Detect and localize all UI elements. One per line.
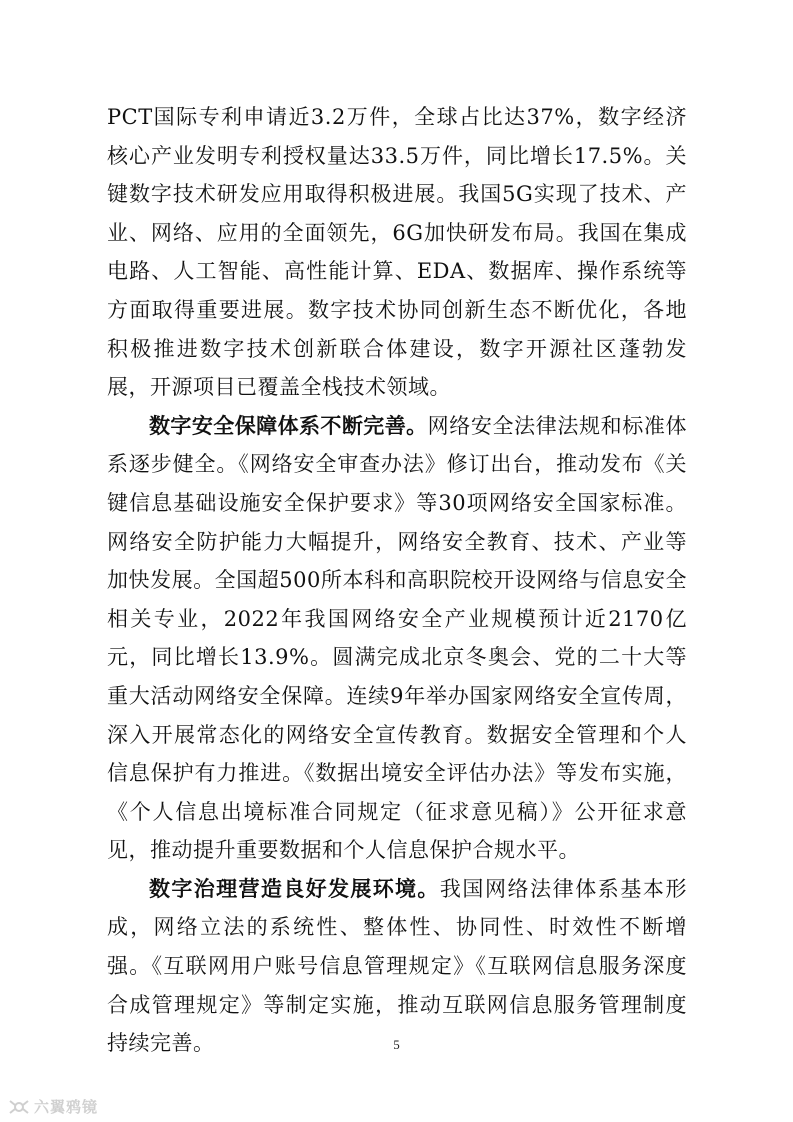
paragraph-patents-and-tech [107,98,687,407]
paragraph-heading: 数字治理营造良好发展环境。 [149,876,440,901]
paragraph-digital-security [107,407,687,870]
watermark-text: 六翼鸦镜 [34,1098,99,1116]
page-number: 5 [393,1037,400,1052]
spider-logo-icon [8,1098,30,1116]
paragraph-text: 网络安全法律法规和标准体系逐步健全。《网络安全审查办法》修订出台，推动发布《关键信息基础设施安全保护要求》等30项网络安全国家标准。网络安全防护能力大幅提升，网络安全教育、技术、产业等加快发展。全国超500所本科和高职院校开设网络与信息安全相关专业，2022年我国网络安全产业规模预计近2170亿元，同比增长13.9%。圆满完成北京冬奥会、党的二十大等重大活动网络安全保障。连续9年举办国家网络安全宣传周，深入开展常态化的网络安全宣传教育。数据安全管理和个人信息保护有力推进。《数据出境安全评估办法》等发布实施，《个人信息出境标准合同规定（征求意见稿）》公开征求意见，推动提升重要数据和个人信息保护合规水平。 [107,413,687,863]
document-body [107,98,687,1063]
paragraph-heading: 数字安全保障体系不断完善。 [149,413,428,438]
paragraph-digital-governance [107,870,687,1063]
paragraph-text: 我国网络法律体系基本形成，网络立法的系统性、整体性、协同性、时效性不断增强。《互联网用户账号信息管理规定》《互联网信息服务深度合成管理规定》等制定实施，推动互联网信息服务管理制度持续完善。 [107,876,688,1056]
paragraph-text: PCT国际专利申请近3.2万件，全球占比达37%，数字经济核心产业发明专利授权量达33.5万件，同比增长17.5%。关键数字技术研发应用取得积极进展。我国5G实现了技术、产业、网络、应用的全面领先，6G加快研发布局。我国在集成电路、人工智能、高性能计算、EDA、数据库、操作系统等方面取得重要进展。数字技术协同创新生态不断优化，各地积极推进数字技术创新联合体建设，数字开源社区蓬勃发展，开源项目已覆盖全栈技术领域。 [107,105,687,400]
watermark [8,1096,98,1117]
